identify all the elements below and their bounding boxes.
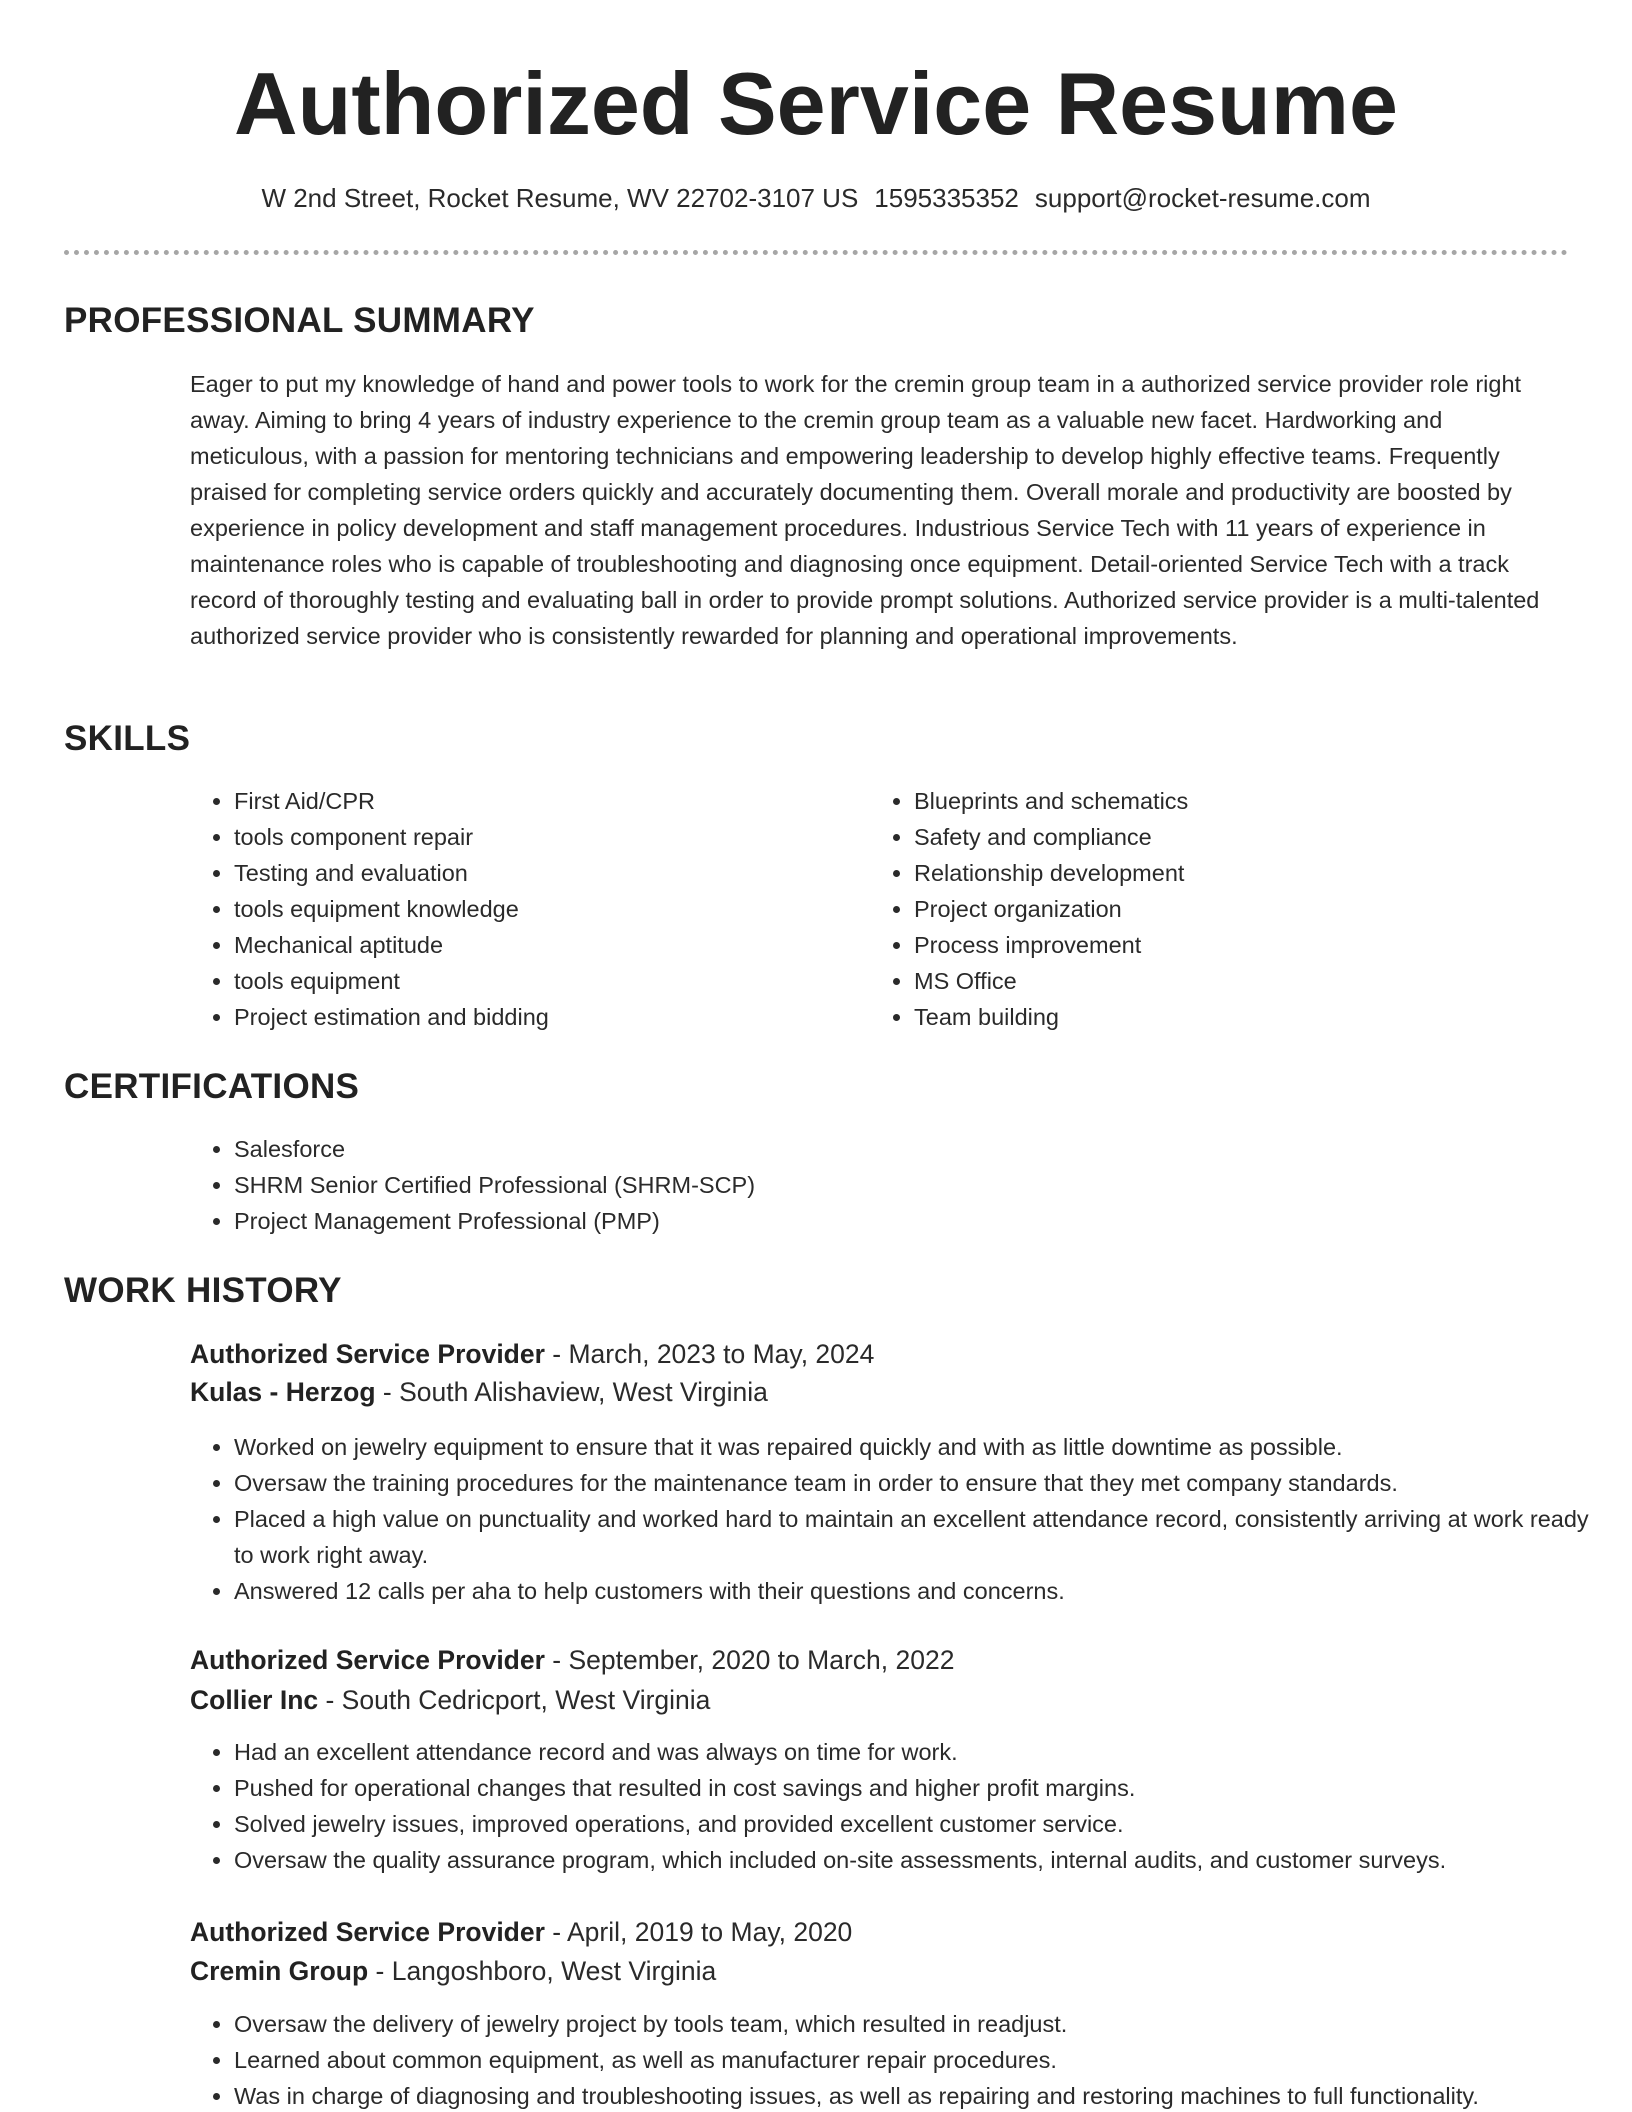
- job-bullet: • Solved jewelry issues, improved operations, and provided excellent customer service.: [234, 1806, 1614, 1842]
- skill-item: • tools equipment: [234, 963, 834, 999]
- job-bullet: • Answered 12 calls per aha to help customers with their questions and concerns.: [234, 1573, 1614, 1609]
- skill-item: • Safety and compliance: [914, 819, 1514, 855]
- job-company-line: [190, 1952, 716, 1990]
- job-bullets: [190, 1429, 1614, 1609]
- skills-heading: SKILLS: [64, 719, 191, 758]
- job-bullets: [190, 2006, 1632, 2112]
- job-company-line: [190, 1681, 710, 1719]
- job-bullet: • Worked on jewelry equipment to ensure that it was repaired quickly and with as little downtime as possible.: [234, 1429, 1614, 1465]
- job-bullet: • Pushed for operational changes that resulted in cost savings and higher profit margins.: [234, 1770, 1614, 1806]
- job-bullet: • Oversaw the quality assurance program, which included on-site assessments, internal audits, and customer surveys.: [234, 1842, 1614, 1878]
- skill-item: • Team building: [914, 999, 1514, 1035]
- certification-item: • SHRM Senior Certified Professional (SHRM-SCP): [234, 1167, 1434, 1203]
- job-bullet: • Oversaw the training procedures for the maintenance team in order to ensure that they met company standards.: [234, 1465, 1614, 1501]
- job-bullet: • Was in charge of diagnosing and troubleshooting issues, as well as repairing and restoring machines to full functionality.: [234, 2078, 1632, 2112]
- skill-item: • tools component repair: [234, 819, 834, 855]
- job-dates: - September, 2020 to March, 2022: [544, 1645, 955, 1675]
- job-company: Kulas - Herzog: [190, 1377, 376, 1407]
- certifications-heading: CERTIFICATIONS: [64, 1067, 360, 1106]
- certifications-list: [190, 1131, 1434, 1239]
- job-company: Collier Inc: [190, 1685, 319, 1715]
- job-bullet: • Oversaw the delivery of jewelry project by tools team, which resulted in readjust.: [234, 2006, 1632, 2042]
- skill-item: • Project organization: [914, 891, 1514, 927]
- job-company: Cremin Group: [190, 1956, 369, 1986]
- skill-item: • Testing and evaluation: [234, 855, 834, 891]
- job-bullet: • Learned about common equipment, as well as manufacturer repair procedures.: [234, 2042, 1632, 2078]
- certification-item: • Salesforce: [234, 1131, 1434, 1167]
- contact-email: support@rocket-resume.com: [1034, 183, 1371, 213]
- job-title-line: [190, 1913, 852, 1951]
- job-dates: - April, 2019 to May, 2020: [544, 1917, 853, 1947]
- job-bullet: • Had an excellent attendance record and was always on time for work.: [234, 1734, 1614, 1770]
- skill-item: • Project estimation and bidding: [234, 999, 834, 1035]
- skill-item: • Mechanical aptitude: [234, 927, 834, 963]
- skill-item: • First Aid/CPR: [234, 783, 834, 819]
- summary-heading: PROFESSIONAL SUMMARY: [64, 301, 535, 340]
- skill-item: • MS Office: [914, 963, 1514, 999]
- job-location: - Langoshboro, West Virginia: [368, 1956, 717, 1986]
- certification-item: • Project Management Professional (PMP): [234, 1203, 1434, 1239]
- skills-list-right: [870, 783, 1514, 1035]
- job-title: Authorized Service Provider: [190, 1645, 545, 1675]
- job-dates: - March, 2023 to May, 2024: [544, 1339, 875, 1369]
- skill-item: • Blueprints and schematics: [914, 783, 1514, 819]
- work-history-heading: WORK HISTORY: [64, 1271, 342, 1310]
- job-location: - South Alishaview, West Virginia: [375, 1377, 768, 1407]
- header-divider: [64, 250, 1568, 255]
- job-title: Authorized Service Provider: [190, 1339, 545, 1369]
- job-company-line: [190, 1373, 768, 1411]
- resume-title: Authorized Service Resume: [234, 54, 1398, 153]
- contact-phone: 1595335352: [874, 183, 1019, 213]
- contact-line: [0, 180, 1632, 216]
- job-bullets: [190, 1734, 1614, 1878]
- job-bullet: • Placed a high value on punctuality and worked hard to maintain an excellent attendance record, consistently arriving at work ready to work right away.: [234, 1501, 1614, 1573]
- skill-item: • Relationship development: [914, 855, 1514, 891]
- contact-address: W 2nd Street, Rocket Resume, WV 22702-3107 US: [261, 183, 859, 213]
- job-title: Authorized Service Provider: [190, 1917, 545, 1947]
- skill-item: • tools equipment knowledge: [234, 891, 834, 927]
- skill-item: • Process improvement: [914, 927, 1514, 963]
- job-location: - South Cedricport, West Virginia: [318, 1685, 711, 1715]
- summary-text: Eager to put my knowledge of hand and power tools to work for the cremin group team in a authorized service provider role right away. Aiming to bring 4 years of industry experience to the cremin group team as a valuable new facet. Hardworking and meticulous, with a passion for mentoring technicians and empowering leadership to develop highly effective teams. Frequently praised for completing service orders quickly and accurately documenting them. Overall morale and productivity are boosted by experience in policy development and staff management procedures. Industrious Service Tech with 11 years of experience in maintenance roles who is capable of troubleshooting and diagnosing once equipment. Detail-oriented Service Tech with a track record of thoroughly testing and evaluating ball in order to provide prompt solutions. Authorized service provider is a multi-talented authorized service provider who is consistently rewarded for planning and operational improvements.: [190, 371, 1540, 649]
- job-title-line: [190, 1335, 874, 1373]
- job-title-line: [190, 1641, 954, 1679]
- skills-list-left: [190, 783, 834, 1035]
